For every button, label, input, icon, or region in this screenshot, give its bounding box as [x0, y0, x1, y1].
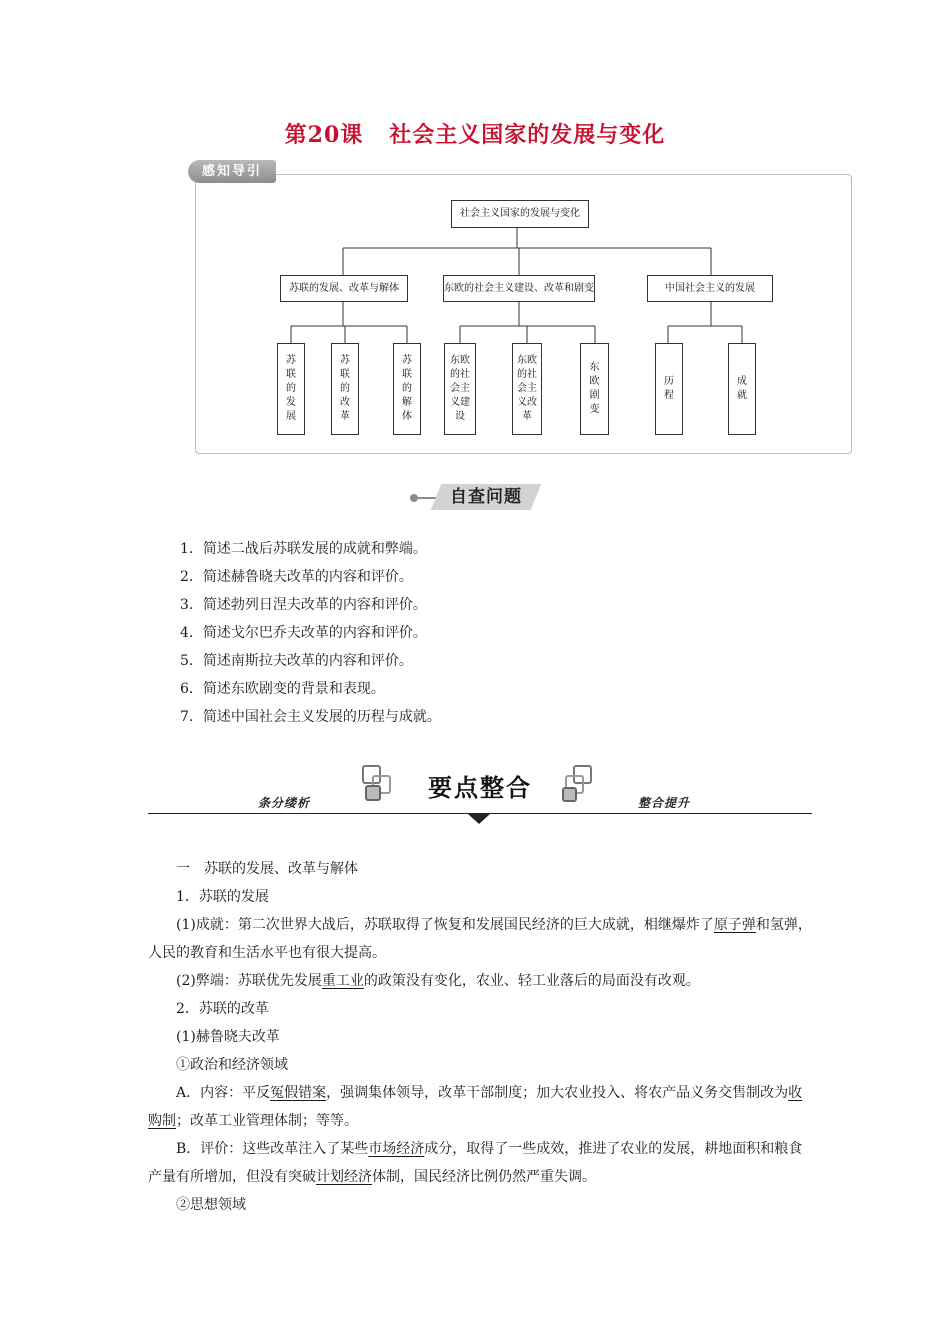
paragraph: (2)弊端：苏联优先发展重工业的政策没有变化，农业、轻工业落后的局面没有改观。 [176, 973, 700, 989]
subsection-heading: 2．苏联的改革 [176, 1001, 269, 1017]
paragraph: A．内容：平反冤假错案，强调集体领导，改革干部制度；加大农业投入、将农产品义务交售制改为收购制；改革工业管理体制；等等。 [148, 1085, 803, 1129]
page-title: 第20课 社会主义国家的发展与变化 [284, 122, 666, 148]
list-item: 4．简述戈尔巴乔夫改革的内容和评价。 [180, 625, 427, 641]
list-item: 6．简述东欧剧变的背景和表现。 [180, 681, 385, 697]
list-item: 5．简述南斯拉夫改革的内容和评价。 [180, 653, 413, 669]
list-item: 3．简述勃列日涅夫改革的内容和评价。 [180, 597, 427, 613]
list-item: 2．简述赫鲁晓夫改革的内容和评价。 [180, 569, 413, 585]
guide-tag: 感知导引 [188, 160, 276, 183]
list-item: 1．简述二战后苏联发展的成就和弊端。 [180, 541, 427, 557]
subsection-heading: 1．苏联的发展 [176, 889, 269, 905]
section-heading: 一 苏联的发展、改革与解体 [176, 861, 358, 877]
map-leaf-east-construction: 东欧的社会主义建设 [444, 343, 476, 435]
squares-deco-icon [560, 762, 596, 806]
map-leaf-east-reform: 东欧的社会主义改革 [512, 343, 542, 435]
content-body [148, 855, 812, 1219]
squares-deco-icon [360, 762, 396, 806]
paragraph: B．评价：这些改革注入了某些市场经济成分，取得了一些成效，推进了农业的发展，耕地面积和粮食产量有所增加，但没有突破计划经济体制，国民经济比例仍然严重失调。 [148, 1141, 803, 1185]
map-leaf-soviet-development: 苏联的发展 [277, 343, 305, 435]
map-branch-china: 中国社会主义的发展 [647, 275, 773, 302]
key-points-title: 要点整合 [428, 774, 532, 802]
map-root: 社会主义国家的发展与变化 [451, 200, 589, 228]
subsection-heading: ①政治和经济领域 [176, 1057, 288, 1073]
map-leaf-soviet-collapse: 苏联的解体 [393, 343, 421, 435]
key-points-right-subtitle: 整合提升 [638, 796, 691, 810]
map-branch-soviet: 苏联的发展、改革与解体 [280, 275, 408, 302]
self-check-heading: 自查问题 [410, 482, 538, 512]
map-branch-east-europe: 东欧的社会主义建设、改革和剧变 [443, 275, 595, 302]
key-points-banner [148, 760, 812, 830]
map-leaf-china-history: 历程 [655, 343, 683, 435]
subsection-heading: (1)赫鲁晓夫改革 [176, 1029, 280, 1045]
triangle-pointer-icon [468, 814, 490, 824]
map-leaf-soviet-reform: 苏联的改革 [331, 343, 359, 435]
list-item: 7．简述中国社会主义发展的历程与成就。 [180, 709, 441, 725]
map-leaf-east-upheaval: 东欧剧变 [580, 343, 609, 435]
paragraph: (1)成就：第二次世界大战后，苏联取得了恢复和发展国民经济的巨大成就，相继爆炸了原子弹和氢弹，人民的教育和生活水平也有很大提高。 [148, 917, 812, 961]
subsection-heading: ②思想领域 [176, 1197, 246, 1213]
self-check-list [180, 535, 441, 731]
key-points-left-subtitle: 条分缕析 [258, 796, 311, 810]
map-leaf-china-achievement: 成就 [728, 343, 756, 435]
